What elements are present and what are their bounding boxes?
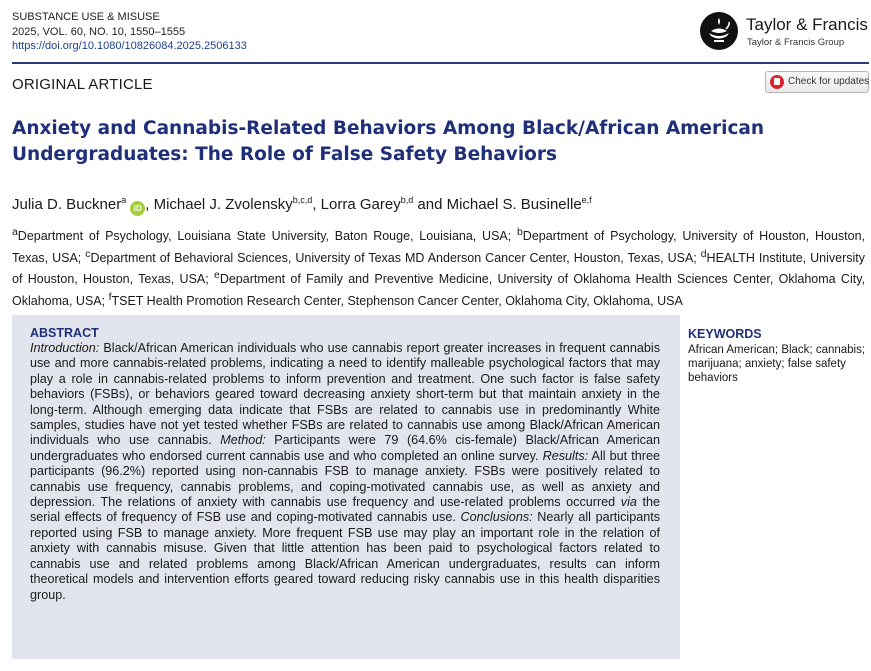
abstract-box <box>12 315 680 659</box>
abstract-heading: ABSTRACT <box>30 326 99 340</box>
keywords-heading: KEYWORDS <box>688 327 762 341</box>
author-name[interactable]: Lorra Garey <box>320 196 401 213</box>
keywords-list: African American; Black; cannabis; marijuana; anxiety; false safety behaviors <box>688 344 866 384</box>
abstract-results-via: via <box>620 495 637 510</box>
journal-header <box>12 10 247 54</box>
author-name[interactable]: Julia D. Buckner <box>12 196 122 213</box>
affiliation-text: Department of Family and Preventive Medicine, University of Oklahoma Health Sciences Center, Oklahoma City, Oklahoma, USA; <box>12 272 865 308</box>
publisher-subtitle: Taylor & Francis Group <box>747 37 845 48</box>
abstract-intro: Black/African American individuals who use cannabis report greater increases in frequent cannabis use and more cannabis-related problems, indicating a need to identify malleable psychological factors that may play a role in cannabis-related problems to inform prevention and treatment. One such factor is false safety behaviors (FSBs), or behaviors geared toward decreasing anxiety short-term but that maintain anxiety in the long-term. Although emerging data indicate that FSBs are related to cannabis use in predominantly White samples, studies have not yet tested whether FSBs are related to cannabis use among Black/African American individuals who use cannabis. <box>30 341 660 448</box>
abstract-body <box>30 341 660 603</box>
affiliation-sup: f <box>108 291 112 303</box>
affiliation-text: Department of Psychology, Louisiana State University, Baton Rouge, Louisiana, USA; <box>17 229 517 244</box>
affiliations <box>12 224 865 310</box>
affiliation-sup: c <box>85 248 91 260</box>
affiliation-sup: d <box>700 248 707 260</box>
author-affiliation-sup: b,d <box>400 195 414 205</box>
article-type: ORIGINAL ARTICLE <box>12 76 153 93</box>
check-updates-icon <box>770 75 784 89</box>
publisher-name: Taylor & Francis <box>746 15 868 34</box>
abstract-conclusions: Nearly all participants reported using FSB to manage anxiety. More frequent FSB use may play an important role in the relation of anxiety with cannabis misuse. Given that little attention has been paid to psychological factors related to cannabis use and related problems among Black/African American undergraduates, results can inform theoretical models and intervention efforts geared toward reducing risky cannabis use in this health disparities group. <box>30 510 661 602</box>
affiliation-text: Department of Psychology, University of Houston, Houston, Texas, USA; <box>12 229 865 265</box>
author-list <box>12 190 592 216</box>
abstract-results-label: Results: <box>542 448 589 463</box>
abstract-results: All but three participants (96.2%) reported using non-cannabis FSB to manage anxiety. FSBs were positively related to cannabis use frequency, cannabis problems, and coping-motivated cannabis use, as well as anxiety and depression. The relations of anxiety with cannabis use frequency and use-related problems occurred <box>30 448 660 510</box>
affiliation-sup: e <box>214 270 220 282</box>
author-name[interactable]: Michael J. Zvolensky <box>153 196 293 213</box>
publisher-logo[interactable] <box>700 11 870 51</box>
author-separator: , <box>312 196 321 213</box>
author-affiliation-sup: b,c,d <box>292 195 313 205</box>
affiliation-text: TSET Health Promotion Research Center, Stephenson Cancer Center, Oklahoma City, Oklahoma, USA <box>111 293 683 308</box>
keywords-panel <box>688 327 868 385</box>
author-separator: , <box>145 196 154 213</box>
journal-name: SUBSTANCE USE & MISUSE <box>12 11 160 23</box>
affiliation-text: Department of Behavioral Sciences, University of Texas MD Anderson Cancer Center, Houston, Texas, USA; <box>90 250 701 265</box>
article-title: Anxiety and Cannabis-Related Behaviors Among Black/African American Undergraduates: The Role of False Safety Behaviors <box>12 118 765 165</box>
author-separator: and <box>413 196 447 213</box>
affiliation-sup: b <box>517 227 523 238</box>
author-affiliation-sup: a <box>121 195 127 205</box>
abstract-intro-label: Introduction: <box>30 341 100 355</box>
author-name[interactable]: Michael S. Businelle <box>446 196 582 213</box>
affiliation-sup: a <box>12 227 18 238</box>
lamp-logo-icon <box>700 12 738 50</box>
abstract-results-cont: the serial effects of frequency of FSB use and coping-motivated cannabis use. <box>30 495 660 525</box>
orcid-icon[interactable]: iD <box>130 201 145 216</box>
author-affiliation-sup: e,f <box>581 195 592 205</box>
abstract-conclusions-label: Conclusions: <box>460 510 533 525</box>
affiliation-text: HEALTH Institute, University of Houston, Houston, Texas, USA; <box>12 250 865 287</box>
doi-link[interactable]: https://doi.org/10.1080/10826084.2025.2506133 <box>12 40 247 52</box>
abstract-method: Participants were 79 (64.6% cis-female) Black/African American undergraduates who endorsed current cannabis use and who completed an online survey. <box>30 433 660 463</box>
header-rule <box>12 62 869 64</box>
journal-volume: 2025, VOL. 60, NO. 10, 1550–1555 <box>12 25 186 38</box>
check-updates-button[interactable] <box>765 71 869 93</box>
abstract-method-label: Method: <box>220 433 266 448</box>
check-updates-label: Check for updates <box>788 76 870 87</box>
